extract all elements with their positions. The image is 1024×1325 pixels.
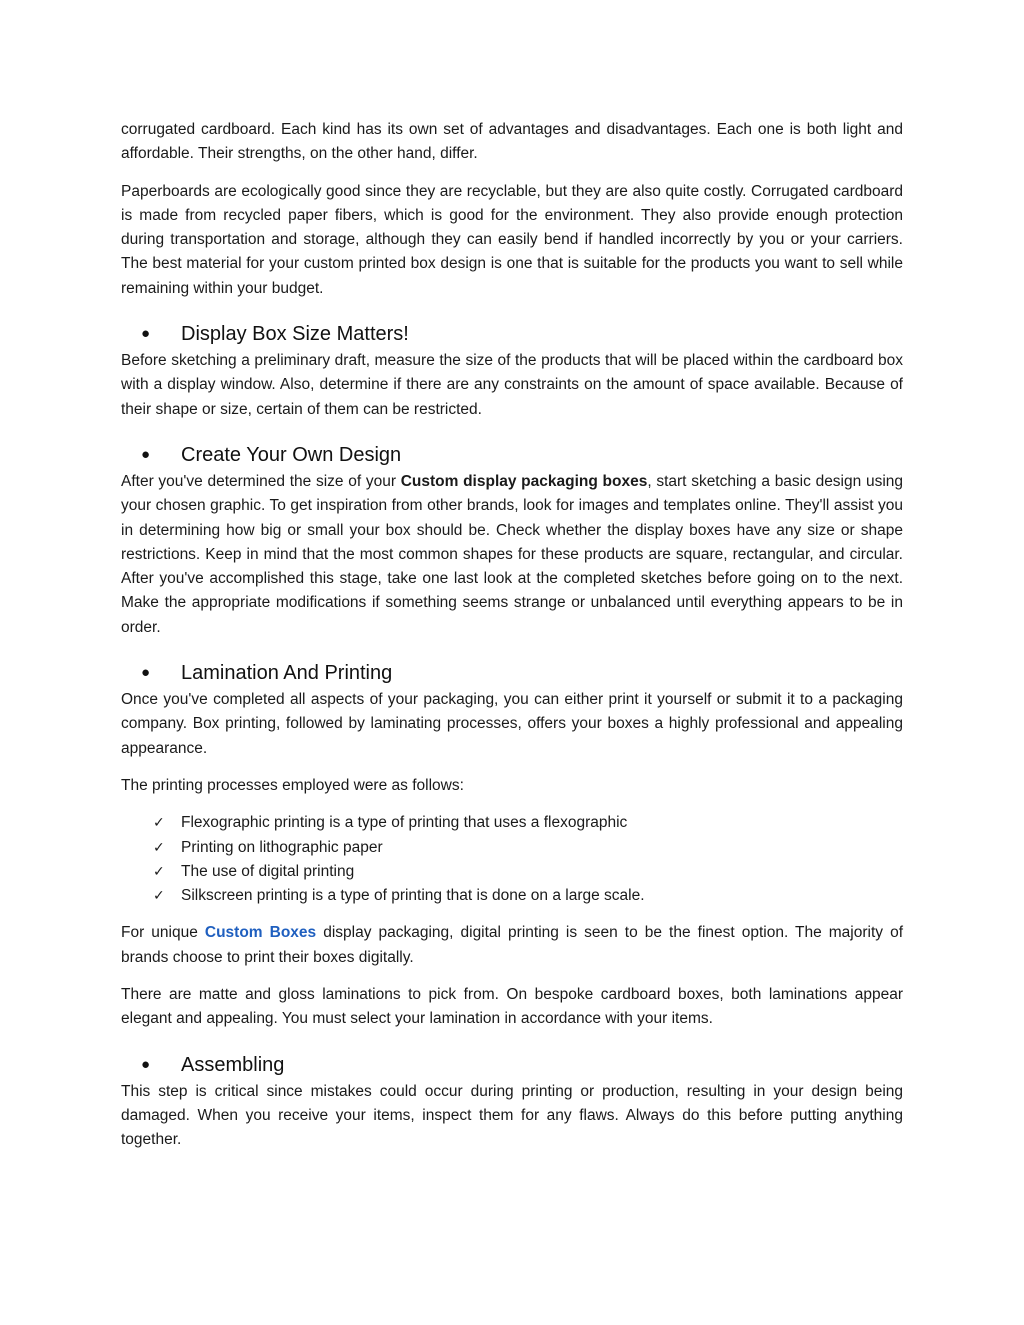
- checkmark-icon: ✓: [153, 888, 165, 905]
- list-item-label: Printing on lithographic paper: [181, 838, 383, 856]
- unique-text-after: display packaging, digital printing is seen to be the finest option. The majority of brands choose to print their boxes digitally.: [121, 924, 903, 966]
- laminations-paragraph: There are matte and gloss laminations to pick from. On bespoke cardboard boxes, both laminations appear elegant and appealing. You must select your lamination in accordance with your items.: [121, 986, 903, 1028]
- section-heading-assembling: [121, 1051, 903, 1079]
- design-bold-phrase: Custom display packaging boxes: [400, 472, 648, 490]
- design-text-before: After you've determined the size of your: [121, 472, 401, 490]
- list-item-label: Silkscreen printing is a type of printing that is done on a large scale.: [181, 887, 645, 905]
- design-paragraph: [121, 470, 903, 640]
- list-item: [121, 884, 903, 908]
- list-item: [121, 836, 903, 860]
- bullet-icon: [141, 441, 181, 469]
- bullet-icon: [141, 1051, 181, 1079]
- list-item: [121, 860, 903, 884]
- section-heading-design: [121, 441, 903, 469]
- section-heading-label: Display Box Size Matters!: [181, 323, 409, 346]
- size-paragraph: Before sketching a preliminary draft, measure the size of the products that will be placed within the cardboard box with a display window. Also, determine if there are any constraints on the amount of space available. Because of their shape or size, certain of them can be restricted.: [121, 352, 903, 418]
- section-heading-lamination: [121, 659, 903, 687]
- list-item-label: Flexographic printing is a type of printing that uses a flexographic: [181, 814, 628, 832]
- list-item-label: The use of digital printing: [181, 862, 355, 880]
- custom-boxes-link[interactable]: Custom Boxes: [204, 924, 317, 942]
- checkmark-icon: ✓: [153, 815, 165, 832]
- design-text-after: , start sketching a basic design using your chosen graphic. To get inspiration from other brands, look for images and templates online. They'll assist you in determining how big or small your box should be. Check whether the display boxes have any size or shape restrictions. Keep in mind that the most common shapes for these products are square, rectangular, and circular. After you've accomplished this stage, take one last look at the completed sketches before going on to the next. Make the appropriate modifications if something seems strange or unbalanced until everything appears to be in order.: [121, 472, 903, 636]
- section-heading-label: Create Your Own Design: [181, 443, 402, 466]
- lamination-paragraph: Once you've completed all aspects of your packaging, you can either print it yourself or submit it to a packaging company. Box printing, followed by laminating processes, offers your boxes a highly professional and appealing appearance.: [121, 691, 903, 757]
- assembling-paragraph: This step is critical since mistakes could occur during printing or production, resulting in your design being damaged. When you receive your items, inspect them for any flaws. Always do this before putting anything together.: [121, 1082, 903, 1149]
- processes-list: [121, 811, 903, 908]
- list-item: [121, 811, 903, 835]
- unique-text-before: For unique: [121, 924, 205, 942]
- section-heading-size: [121, 320, 903, 348]
- bullet-icon: [141, 320, 181, 348]
- document-page: [121, 118, 903, 1166]
- unique-paragraph: [121, 921, 903, 970]
- checkmark-icon: ✓: [153, 863, 165, 880]
- section-heading-label: Lamination And Printing: [181, 662, 393, 685]
- section-heading-label: Assembling: [181, 1053, 285, 1076]
- intro-paragraph-1: corrugated cardboard. Each kind has its own set of advantages and disadvantages. Each one is both light and affordable. Their strengths, on the other hand, differ.: [121, 121, 903, 163]
- bullet-icon: [141, 659, 181, 687]
- processes-intro: The printing processes employed were as follows:: [121, 776, 464, 794]
- checkmark-icon: ✓: [153, 839, 165, 856]
- intro-paragraph-2: Paperboards are ecologically good since they are recyclable, but they are also quite costly. Corrugated cardboard is made from recycled paper fibers, which is good for the environment. They also provide enough protection during transportation and storage, although they can easily bend if handled incorrectly by you or your carriers. The best material for your custom printed box design is one that is suitable for the products you want to sell while remaining within your budget.: [121, 182, 903, 297]
